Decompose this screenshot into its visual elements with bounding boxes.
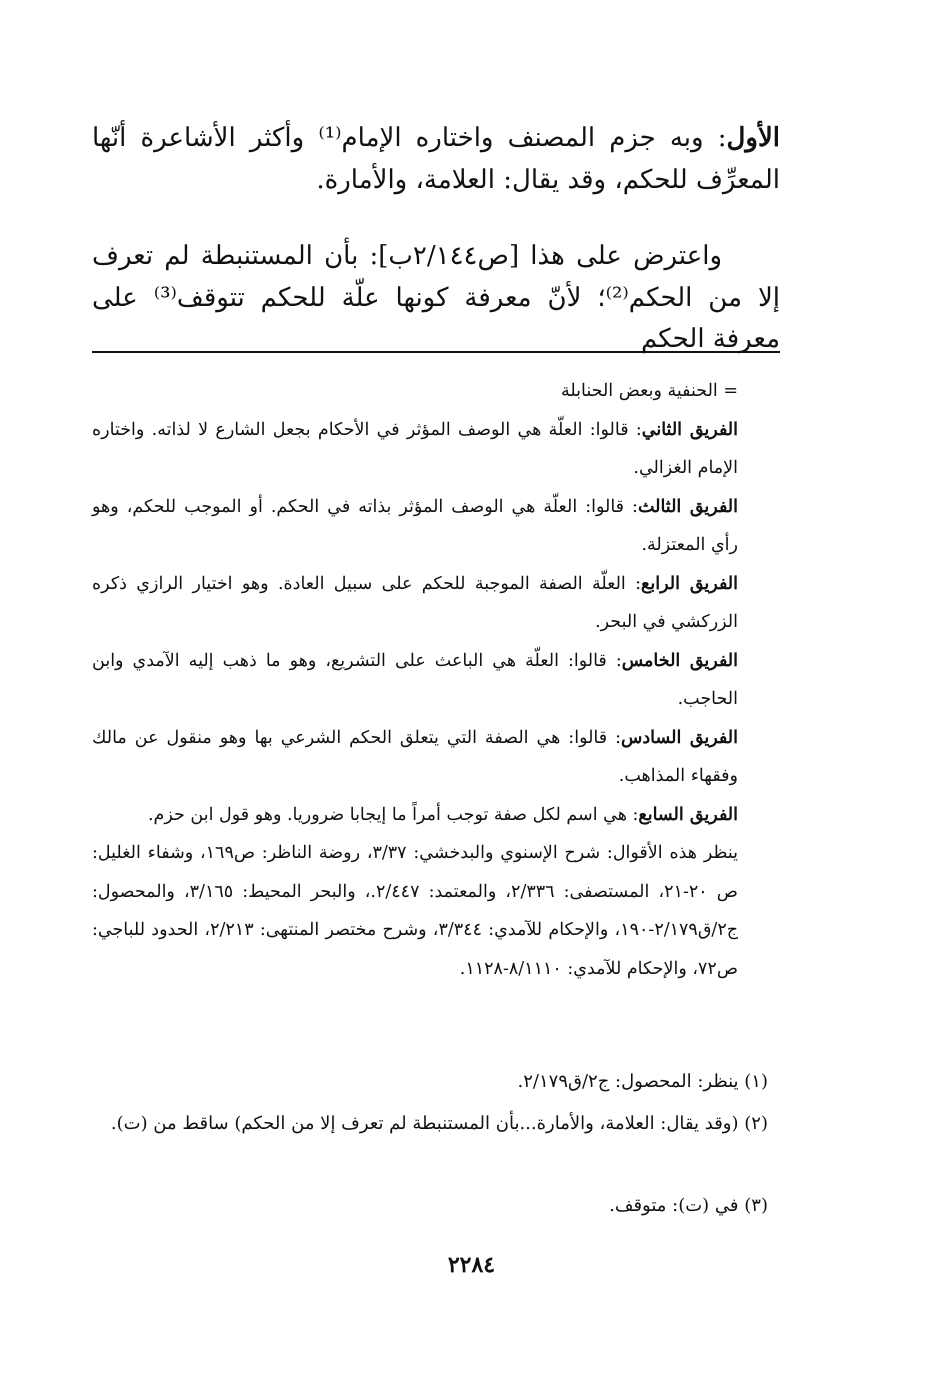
footnote-text: في (ت): متوقف. — [609, 1195, 739, 1216]
footnote-text: ينظر: المحصول: ج٢/ق٢/١٧٩. — [517, 1071, 739, 1092]
paragraph-text: واعترض على هذا [ص٢/١٤٤ب]: بأن المستنبطة لم تعرف إلا من الحكم⁽²⁾؛ لأنّ معرفة كونها علّة للحكم تتوقف⁽³⁾ على معرفة الحكم — [92, 241, 780, 355]
main-paragraph-1 — [92, 118, 780, 201]
note-text: : هي اسم لكل صفة توجب أمراً ما إيجابا ضروريا. وهو قول ابن حزم. — [147, 804, 639, 825]
footnote-1 — [92, 1062, 768, 1102]
note-item — [92, 719, 738, 796]
footnote-2 — [92, 1104, 768, 1144]
note-text: : قالوا: العلّة هي الوصف المؤثر في الأحكام بجعل الشارع لا لذاته. واختاره الإمام الغزالي. — [92, 419, 738, 478]
note-item — [92, 488, 738, 565]
note-lead: الفريق الخامس — [621, 650, 738, 671]
sources-list: ينظر هذه الأقوال: شرح الإسنوي والبدخشي: ٣/٣٧، روضة الناظر: ص١٦٩، وشفاء الغليل: ص ٢٠-٢١، المستصفى: ٢/٣٣٦، والمعتمد: ٢/٤٤٧.، والبحر المحيط: ٣/١٦٥، والمحصول: ج٢/ق٢/١٧٩-١٩٠، والإحكام للآمدي: ٣/٣٤٤، وشرح مختصر المنتهى: ٢/٢١٣، الحدود للباجي: ص٧٢، والإحكام للآمدي: ٨/١١١٠-١١٢٨. — [92, 843, 739, 979]
note-lead: الفريق الثالث — [637, 496, 738, 517]
note-item — [92, 565, 738, 642]
footnote-number: (٣) — [744, 1195, 768, 1216]
note-lead: الفريق السادس — [621, 727, 738, 748]
page-number: ٢٢٨٤ — [447, 1252, 496, 1278]
footnote-continuation-block — [92, 372, 738, 988]
paragraph-body: : وبه جزم المصنف واختاره الإمام⁽¹⁾ وأكثر الأشاعرة أنّها المعرِّف للحكم، وقد يقال: العلامة، والأمارة. — [92, 123, 780, 195]
footnote-number: (٢) — [744, 1113, 768, 1134]
footnote-3 — [92, 1186, 768, 1226]
footnote-text: (وقد يقال: العلامة، والأمارة...بأن المستنبطة لم تعرف إلا من الحكم) ساقط من (ت). — [110, 1113, 739, 1134]
footnote-separator — [92, 351, 780, 353]
note-lead: الفريق الثاني — [641, 419, 738, 440]
note-lead: الفريق السابع — [638, 804, 738, 825]
note-text: : العلّة الصفة الموجبة للحكم على سبيل العادة. وهو اختيار الرازي ذكره الزركشي في البحر. — [92, 573, 738, 632]
footnote-number: (١) — [744, 1071, 768, 1092]
note-lead: الفريق الرابع — [641, 573, 738, 594]
note-item — [92, 796, 738, 835]
paragraph-text — [92, 118, 780, 201]
paragraph-lead: الأول — [726, 123, 780, 153]
note-item — [92, 411, 738, 488]
note-text: : قالوا: العلّة هي الوصف المؤثر بذاته في الحكم. أو الموجب للحكم، وهو رأي المعتزلة. — [92, 496, 738, 555]
note-text: : قالوا: العلّة هي الباعث على التشريع، وهو ما ذهب إليه الآمدي وابن الحاجب. — [92, 650, 738, 709]
note-text: : قالوا: هي الصفة التي يتعلق الحكم الشرعي بها وهو منقول عن مالك وفقهاء المذاهب. — [92, 727, 738, 786]
continuation-line: = الحنفية وبعض الحنابلة — [561, 381, 738, 401]
note-item — [92, 642, 738, 719]
main-paragraph-2 — [92, 236, 780, 361]
